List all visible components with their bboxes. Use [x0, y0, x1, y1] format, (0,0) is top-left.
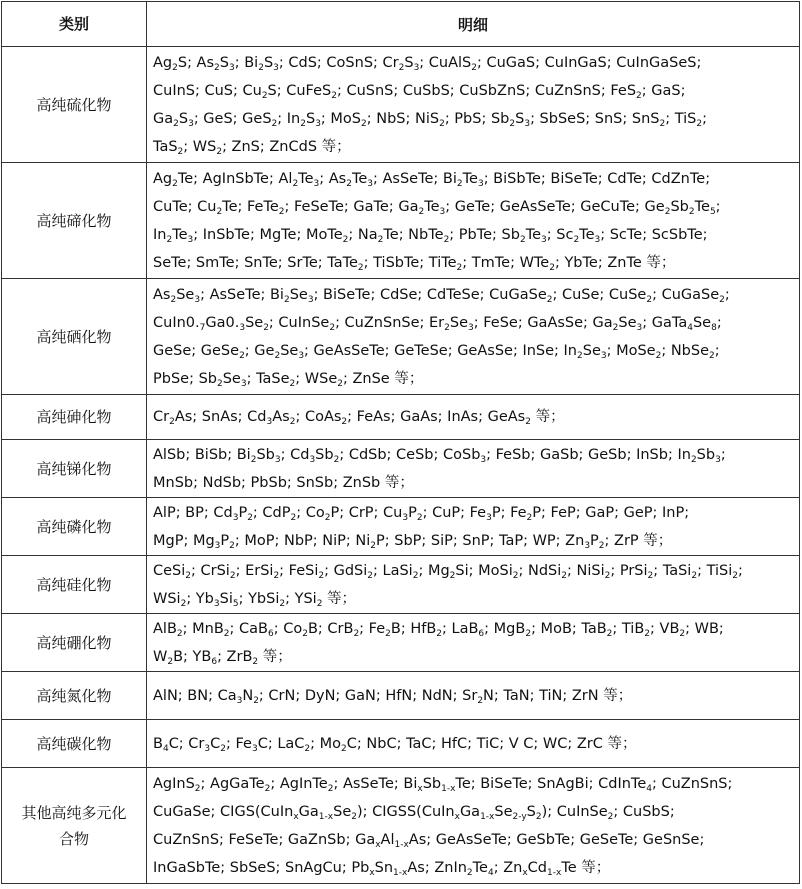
category-label: 高纯硒化物 — [36, 327, 112, 346]
category-label: 高纯硼化物 — [36, 633, 112, 652]
compound-list-line: AlP; BP; $Cd_3P_2$; CdP$_2$; $Co_2P$; CrP; $Cu_3P_2$; CuP; $Fe_3P$; $Fe_2P$; FeP; GaP; GeP; InP; — [153, 504, 690, 523]
category-label: 其他高纯多元化 — [21, 803, 127, 822]
compound-list-line: CeSi$_2$; CrSi$_2$; ErSi$_2$; FeSi$_2$; GdSi$_2$; LaSi$_2$; $Mg_2Si$; MoSi$_2$; NdSi$_2$; NiSi$_2$; PrSi$_2$; TaSi$_2$; TiSi$_2$; — [153, 562, 743, 581]
table-row — [2, 440, 800, 498]
category-cell — [2, 672, 147, 720]
compound-list-line: MnSb; NdSb; PbSb; SnSb; ZnSb 等； — [153, 474, 414, 491]
detail-cell — [147, 768, 800, 884]
compound-list-line: WSi$_2$; $Yb_3Si_5$; YbSi$_2$; YSi$_2$ 等； — [153, 590, 357, 609]
header-detail: 明细 — [147, 2, 800, 47]
category-cell — [2, 720, 147, 768]
detail-cell — [147, 556, 800, 614]
category-cell — [2, 556, 147, 614]
compound-list-line: AgInS$_2$; AgGaTe$_2$; AgInTe$_2$; AsSeTe; $Bi_xSb_{1-x}Te$; BiSeTe; SnAgBi; CdInTe$_4$; CuZnSnS; — [153, 775, 733, 794]
detail-cell — [147, 279, 800, 395]
category-label: 高纯磷化物 — [36, 517, 112, 536]
detail-cell — [147, 498, 800, 556]
compound-list-line: TaS$_2$; $WS_2$; ZnS; ZnCdS 等； — [153, 138, 351, 157]
compound-list-line: AlSb; BiSb; $Bi_2Sb_3$; $Cd_3Sb_2$; CdSb; CeSb; CoSb$_3$; FeSb; GaSb; GeSb; InSb; $In_2Sb_3$; — [153, 446, 726, 465]
compound-list-line: $Ag_2S$; $As_2S_3$; $Bi_2S_3$; CdS; CoSnS; $Cr_2S_3$; CuAlS$_2$; CuGaS; CuInGaS; CuInGaSeS; — [153, 54, 702, 73]
table-header-row — [2, 2, 800, 47]
compound-list-line: SeTe; SmTe; SnTe; SrTe; TaTe$_2$; TiSbTe; TiTe$_2$; TmTe; WTe$_2$; YbTe; ZnTe 等； — [153, 254, 676, 273]
category-cell — [2, 395, 147, 440]
category-label: 高纯砷化物 — [36, 408, 112, 426]
detail-cell — [147, 614, 800, 672]
compound-list-line: GeSe; GeSe$_2$; $Ge_2Se_3$; GeAsSeTe; GeTeSe; GeAsSe; InSe; $In_2Se_3$; MoSe$_2$; NbSe$_2$; — [153, 342, 720, 361]
category-label: 高纯硫化物 — [36, 95, 112, 114]
category-label: 高纯碲化物 — [36, 211, 112, 230]
category-label: 高纯碳化物 — [36, 734, 112, 753]
category-cell — [2, 498, 147, 556]
compound-list-line: $Cr_2As$; SnAs; $Cd_3As_2$; CoAs$_2$; FeAs; GaAs; InAs; GeAs$_2$ 等； — [153, 409, 565, 427]
compound-list-line: $Ga_2S_3$; GeS; GeS$_2$; $In_2S_3$; MoS$_2$; NbS; NiS$_2$; PbS; $Sb_2S_3$; SbSeS; SnS; SnS$_2$; TiS$_2$; — [153, 110, 707, 129]
table-row — [2, 279, 800, 395]
compound-list-line: $As_2Se_3$; AsSeTe; $Bi_2Se_3$; BiSeTe; CdSe; CdTeSe; CuGaSe$_2$; CuSe; CuSe$_2$; CuGaSe$_2$; — [153, 286, 730, 305]
category-label: 高纯氮化物 — [36, 686, 112, 705]
compound-list-line: CuInS; CuS; $Cu_2S$; CuFeS$_2$; CuSnS; CuSbS; CuSbZnS; CuZnSnS; FeS$_2$; GaS; — [153, 82, 686, 101]
category-label: 高纯锑化物 — [36, 459, 112, 478]
detail-cell — [147, 672, 800, 720]
table-row — [2, 672, 800, 720]
table-row — [2, 720, 800, 768]
table-row — [2, 556, 800, 614]
compound-list-line: AlB$_2$; MnB$_2$; CaB$_6$; $Co_2B$; CrB$_2$; $Fe_2B$; HfB$_2$; LaB$_6$; MgB$_2$; MoB; TaB$_2$; TiB$_2$; $VB_2$; WB; — [153, 620, 724, 639]
table-row — [2, 395, 800, 440]
table-row — [2, 614, 800, 672]
compound-list-line: CuGaSe; $CIGS(CuIn_xGa_{1-x}Se_2)$; $CIGSS(CuIn_xGa_{1-x}Se_{2-y}S_2)$; CuInSe$_2$; CuSbS; — [153, 803, 675, 822]
detail-cell — [147, 720, 800, 768]
detail-cell — [147, 47, 800, 163]
compound-list-line: $B_4C$; $Cr_3C_2$; $Fe_3C$; LaC$_2$; $Mo_2C$; NbC; TaC; HfC; TiC; V C; WC; ZrC 等； — [153, 735, 637, 754]
compound-list-line: InGaSbTe; SbSeS; SnAgCu; $Pb_xSn_{1-x}As$; $ZnIn_2Te_4$; $Zn_xCd_{1-x}Te$ 等； — [153, 859, 611, 878]
compound-list-line: $In_2Te_3$; InSbTe; MgTe; MoTe$_2$; $Na_2Te$; NbTe$_2$; PbTe; $Sb_2Te_3$; $Sc_2Te_3$; ScTe; ScSbTe; — [153, 226, 708, 245]
category-cell — [2, 47, 147, 163]
compound-table — [1, 1, 800, 884]
table-row — [2, 163, 800, 279]
compound-list-line: AlN; BN; $Ca_3N_2$; CrN; DyN; GaN; HfN; NdN; $Sr_2N$; TaN; TiN; ZrN 等； — [153, 687, 633, 706]
detail-cell — [147, 163, 800, 279]
compound-list-line: $Ag_2Te$; AgInSbTe; $Al_2Te_3$; $As_2Te_3$; AsSeTe; $Bi_2Te_3$; BiSbTe; BiSeTe; CdTe; CdZnTe; — [153, 170, 711, 189]
category-label: 高纯硅化物 — [36, 575, 112, 594]
category-label: 合物 — [58, 829, 89, 848]
category-cell — [2, 163, 147, 279]
table-row — [2, 768, 800, 884]
category-cell — [2, 768, 147, 884]
compound-list-line: $W_2B$; $YB_6$; ZrB$_2$ 等； — [153, 648, 292, 667]
category-cell — [2, 440, 147, 498]
compound-list-line: $CuIn0._7Ga0._3Se_2$; CuInSe$_2$; CuZnSnSe; $Er_2Se_3$; FeSe; GaAsSe; $Ga_2Se_3$; $GaTa_4Se_8$; — [153, 314, 722, 333]
compound-list-line: CuTe; $Cu_2Te$; FeTe$_2$; FeSeTe; GaTe; $Ga_2Te_3$; GeTe; GeAsSeTe; GeCuTe; $Ge_2Sb_2Te_5$; — [153, 198, 721, 217]
detail-cell — [147, 440, 800, 498]
compound-list-line: CuZnSnS; FeSeTe; GaZnSb; $Ga_xAl_{1-x}As$; GeAsSeTe; GeSbTe; GeSeTe; GeSnSe; — [153, 831, 705, 850]
compound-list-line: MgP; $Mg_3P_2$; MoP; NbP; NiP; $Ni_2P$; SbP; SiP; SnP; TaP; WP; $Zn_3P_2$; ZrP 等； — [153, 532, 673, 551]
category-cell — [2, 614, 147, 672]
category-cell — [2, 279, 147, 395]
detail-cell — [147, 395, 800, 440]
compound-list-line: PbSe; $Sb_2Se_3$; TaSe$_2$; WSe$_2$; ZnSe 等； — [153, 370, 424, 389]
table-row — [2, 47, 800, 163]
header-category: 类别 — [2, 2, 147, 47]
table-body — [2, 47, 800, 884]
table-row — [2, 498, 800, 556]
